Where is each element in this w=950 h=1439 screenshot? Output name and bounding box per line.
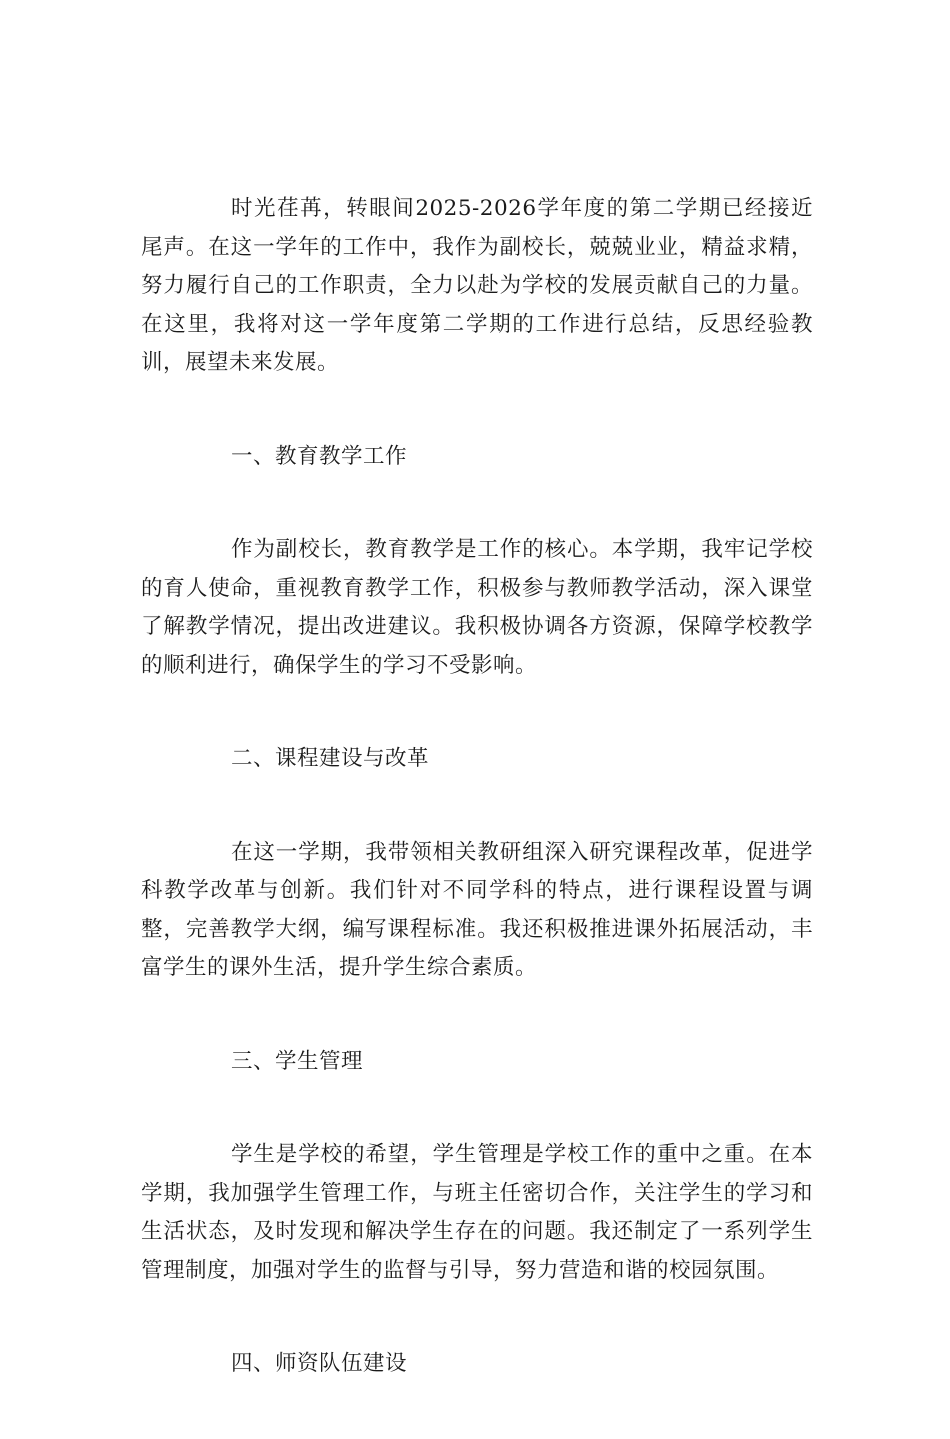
document-body xyxy=(141,190,813,1439)
section-heading-3: 三、学生管理 xyxy=(231,1048,364,1074)
section-paragraph-2: 在这一学期，我带领相关教研组深入研究课程改革，促进学科教学改革与创新。我们针对不同学科的特点，进行课程设置与调整，完善教学大纲，编写课程标准。我还积极推进课外拓展活动，丰富学生的课外生活，提升学生综合素质。 xyxy=(141,839,813,980)
section-heading-2: 二、课程建设与改革 xyxy=(231,746,430,771)
section-paragraph-3: 学生是学校的希望，学生管理是学校工作的重中之重。在本学期，我加强学生管理工作，与班主任密切合作，关注学生的学习和生活状态，及时发现和解决学生存在的问题。我还制定了一系列学生管理制度，加强对学生的监督与引导，努力营造和谐的校园氛围。 xyxy=(141,1142,813,1283)
section-heading-4: 四、师资队伍建设 xyxy=(231,1351,408,1376)
section-paragraph-1: 作为副校长，教育教学是工作的核心。本学期，我牢记学校的育人使命，重视教育教学工作，积极参与教师教学活动，深入课堂了解教学情况，提出改进建议。我积极协调各方资源，保障学校教学的顺利进行，确保学生的学习不受影响。 xyxy=(141,537,813,678)
section-heading-1: 一、教育教学工作 xyxy=(231,443,408,469)
intro-paragraph: 时光荏苒，转眼间2025-2026学年度的第二学期已经接近尾声。在这一学年的工作中，我作为副校长，兢兢业业，精益求精，努力履行自己的工作职责，全力以赴为学校的发展贡献自己的力量。在这里，我将对这一学年度第二学期的工作进行总结，反思经验教训，展望未来发展。 xyxy=(141,196,813,375)
